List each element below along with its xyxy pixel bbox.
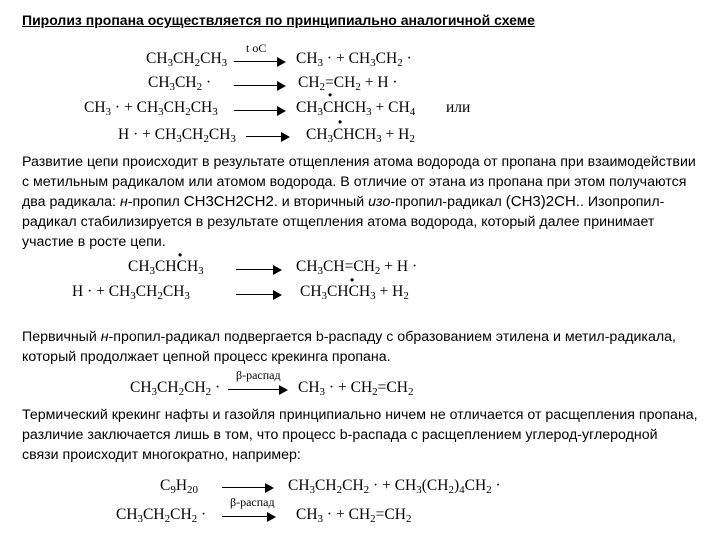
page-title: Пиролиз пропана осуществляется по принципиально аналогичной схеме [22,12,535,28]
equation-5-right: $CH_3CH=CH_2 + H$ · [296,258,418,277]
equation-9-left: $CH_3CH_2CH_2$ · [116,506,207,525]
reaction-arrow [234,80,286,92]
equation-8-left: $C_9H_{20}$ [160,477,199,496]
reaction-arrow [236,264,282,276]
reaction-arrow [228,384,288,396]
condition-label: t oC [246,41,267,55]
radical-dot: • [328,88,333,102]
reaction-arrow [222,482,274,494]
radical-dot: • [338,115,343,129]
equation-2-left: $CH_3CH_2$ · [148,74,212,93]
equation-1-left: $CH_3CH_2CH_3$ [146,50,228,69]
equation-1-right: $CH_3$ · + $CH_3CH_2$ · [296,50,412,69]
equation-6-left: H · + $CH_3CH_2CH_3$ [72,283,190,302]
reaction-arrow [236,289,282,301]
radical-dot: • [178,248,183,262]
equation-2-right: $CH_2=CH_2 + H$ · [298,74,398,93]
radical-dot: • [350,273,355,287]
equation-6-right: $CH_3CHCH_3 + H_2$ [300,283,409,302]
reaction-arrow [222,511,276,523]
or-label: или [446,99,471,116]
equation-7-right: $CH_3$ · + $CH_2=CH_2$ [298,379,414,398]
equation-5-left: $CH_3CHCH_3$ [128,258,204,277]
paragraph-beta-decay: Первичный н-пропил-радикал подвергается b-распаду с образованием этилена и метил-радикала, который продолжает цепной процесс крекинга пропана. [22,329,676,365]
beta-decay-label: β-распад [236,368,281,382]
equation-7-left: $CH_3CH_2CH_2$ · [130,379,221,398]
paragraph-thermal-cracking: Термический крекинг нафты и газойля принципиально ничем не отличается от расщепления пропана, различие заключается лишь в том, что процесс b-распада с расщеплением углерод-углеродной связи происходит многократно, например: [22,407,698,463]
reaction-arrow [234,56,286,68]
equation-9-right: $CH_3$ · + $CH_2=CH_2$ [296,506,412,525]
equation-4-left: H · + $CH_3CH_2CH_3$ [118,126,236,145]
equation-3-right: $CH_3CHCH_3 + CH_4$ [296,99,416,118]
beta-decay-label: β-распад [230,495,275,509]
reaction-arrow [234,105,286,117]
reaction-arrow [246,131,290,143]
equation-4-right: $CH_3CHCH_3 + H_2$ [306,126,415,145]
equation-3-left: $CH_3$ · + $CH_3CH_2CH_3$ [84,99,218,118]
equation-8-right: $CH_3CH_2CH_2$ · + $CH_3(CH_2)_4CH_2$ · [288,477,501,496]
paragraph-chain-propagation: Развитие цепи происходит в результате отщепления атома водорода от пропана при взаимодействии с метильным радикалом или атомом водорода. В отличие от этана из пропана при этом получаются два радикала: н-пропил CH3CH2CH2. и вторичный изо-пропил-радикал (CH3)2CH.. Изопропил-радикал стабилизируется в результате отщепления атома водорода, который далее принимает участие в росте цепи. [22,154,696,250]
